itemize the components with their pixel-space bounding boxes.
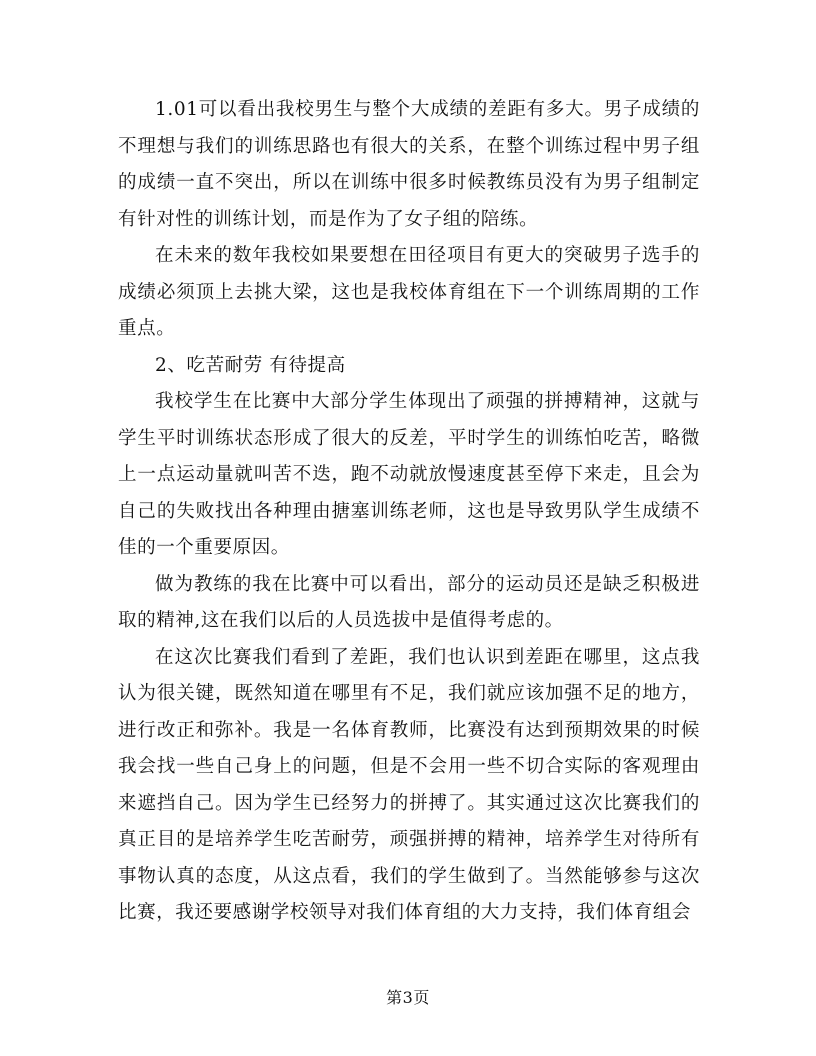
section-heading: 2、吃苦耐劳 有待提高 — [155, 354, 346, 376]
paragraph-1: 1.01可以看出我校男生与整个大成绩的差距有多大。男子成绩的不理想与我们的训练思路也有很大的关系，在整个训练过程中男子组的成绩一直不突出，所以在训练中很多时候教练员没有为男子组制定有针对性的训练计划，而是作为了女子组的陪练。 — [118, 99, 700, 230]
paragraph-3: 我校学生在比赛中大部分学生体现出了顽强的拼搏精神，这就与学生平时训练状态形成了很大的反差，平时学生的训练怕吃苦，略微上一点运动量就叫苦不迭，跑不动就放慢速度甚至停下来走，且会为自己的失败找出各种理由搪塞训练老师，这也是导致男队学生成绩不佳的一个重要原因。 — [118, 391, 700, 558]
paragraph-5: 在这次比赛我们看到了差距，我们也认识到差距在哪里，这点我认为很关键，既然知道在哪里有不足，我们就应该加强不足的地方，进行改正和弥补。我是一名体育教师，比赛没有达到预期效果的时候我会找一些自己身上的问题，但是不会用一些不切合实际的客观理由来遮挡自己。因为学生已经努力的拼搏了。其实通过这次比赛我们的真正目的是培养学生吃苦耐劳，顽强拼搏的精神，培养学生对待所有事物认真的态度，从这点看，我们的学生做到了。当然能够参与这次比赛，我还要感谢学校领导对我们体育组的大力支持，我们体育组会 — [118, 646, 700, 923]
paragraph-2: 在未来的数年我校如果要想在田径项目有更大的突破男子选手的成绩必须顶上去挑大梁，这也是我校体育组在下一个训练周期的工作重点。 — [118, 245, 700, 339]
page-number: 第3页 — [386, 988, 430, 1007]
document-body — [118, 92, 700, 932]
paragraph-4: 做为教练的我在比赛中可以看出，部分的运动员还是缺乏积极进取的精神,这在我们以后的人员选拔中是值得考虑的。 — [118, 573, 700, 631]
